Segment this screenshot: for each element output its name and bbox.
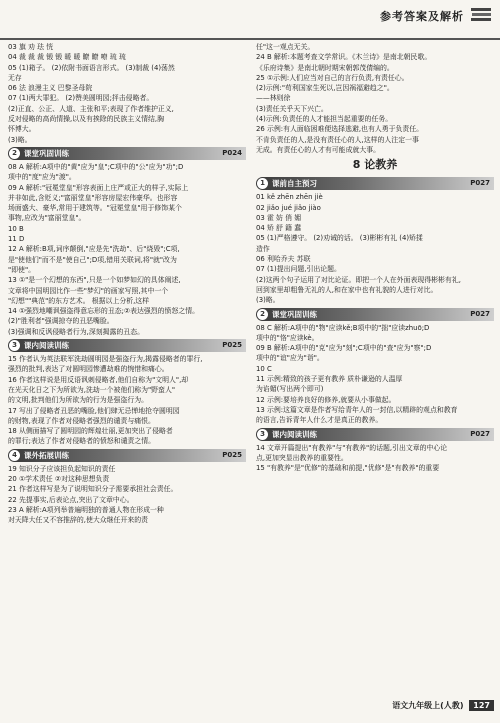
answer-line: 并非如此,含贬义;"富丽堂皇"形容房屋宏伟豪华。也形容 — [8, 193, 178, 202]
answer-line: (4)示例:负责任的人才能担当起重要的任务。 — [256, 115, 393, 124]
page-header-title: 参考答案及解析 — [380, 10, 464, 23]
answer-line: 项中的"度"应为"渡"。 — [8, 173, 76, 182]
answer-block-top-left — [8, 42, 246, 145]
answer-line: 文章将中国明园比作一些"梦幻"的画家写照,其中一个 — [8, 286, 169, 295]
answer-line: 06 法 浪漫主义 巴黎圣母院 — [8, 84, 93, 93]
section-band-classroom-consolidation-2: 2 课堂巩固训练 P027 — [256, 308, 494, 321]
answer-line: 13 示例:这篇文章是作者写给青年人的一封信,以精辟的观点和教育 — [256, 405, 458, 414]
answer-line: 12 示例:要培养良好的修养,就要从小事做起。 — [256, 395, 396, 404]
answer-line: 13 ①"是一个幻想的东西",只是一个如梦如幻的具体阐述, — [8, 276, 181, 285]
answer-line: 强烈的批判,表达了对圆明园惨遭劫难的惋惜和痛心。 — [8, 365, 169, 374]
answer-line: 点,更加突显出教养的重要性。 — [256, 453, 348, 462]
answer-line: 21 作者这样写是为了说明知识分子需要承担社会责任。 — [8, 485, 178, 494]
answer-line: 05 (1)严格遵守。 (2)劝诫的话。 (3)彬彬有礼 (4)矫揉 — [256, 234, 423, 243]
answer-line: (3)强调和反讽侵略者行为,深刻揭露的丑态。 — [8, 327, 144, 336]
section-marker-icon: 1 — [257, 178, 268, 189]
answer-line: 04 矫 舒 籍 蠢 — [256, 224, 302, 233]
section-marker-icon: 3 — [9, 340, 20, 351]
answer-line: "即使"。 — [8, 265, 36, 274]
answer-block-top-right — [256, 42, 494, 155]
answer-line: 08 A 解析:A项中的"黄"应为"皇";C项中的"公"应为"功";D — [8, 162, 184, 171]
answer-line: 06 利哈乔夫 苏联 — [256, 255, 311, 264]
footer-subject: 语文九年级上(人教) — [392, 701, 464, 710]
answer-line: 15 作者认为英法联军洗劫圆明园是强盗行为,揭露侵略者的罪行, — [8, 355, 203, 364]
section-band-in-class-reading-2: 3 课内阅读训练 P027 — [256, 428, 494, 441]
section-band-in-class-reading: 3 课内阅读训练 P025 — [8, 339, 246, 352]
answer-line: 02 jiǎo jué jiǎo jiào — [256, 203, 321, 212]
answer-line: 03 霍 妨 俏 媚 — [256, 213, 302, 222]
section-marker-icon: 3 — [257, 429, 268, 440]
answer-line: 09 B 解析:A项中的"克"应为"刻";C项中的"查"应为"察";D — [256, 344, 432, 353]
answer-line: 05 (1)箱子。 (2)依附书面语言形式。 (3)制裁 (4)荡然 — [8, 63, 175, 72]
answer-line: 01 kě zhēn zhēn jiè — [256, 193, 323, 202]
answer-line: 回到家里却粗鲁无礼的人,和在家中也有礼貌的人进行对比。 — [256, 285, 438, 294]
answer-line: 14 ①强烈地嘲讽强盗得意忘形的丑态;②表达强烈的愤怒之情。 — [8, 307, 200, 316]
answer-line: 任"这一观点无关。 — [256, 43, 315, 51]
answer-line: 11 示例:精致的孩子更有教养 质朴谦逊的人温厚 — [256, 375, 403, 384]
answer-line: 无存 — [8, 73, 22, 82]
answer-line: 26 示例:有人面临困难便选择逃避,也有人勇于负责任。 — [256, 125, 424, 134]
answer-line: 项中的"恪"应读kè。 — [256, 333, 319, 342]
answer-line: ——林则徐 — [256, 94, 291, 103]
answer-line: 的语言,告诉青年人什么才是真正的教养。 — [256, 416, 383, 425]
answer-block-low-right — [256, 323, 494, 426]
answer-line: 07 (1)提出问题,引出论题。 — [256, 265, 341, 274]
answer-line: 14 文章开篇提出"有教养"与"有教养"的话题,引出文章的中心论 — [256, 443, 448, 452]
answer-line: 是"使他们"而不是"使自己";D项,错用关联词,将"就"改为 — [8, 255, 177, 264]
right-column — [256, 42, 494, 473]
answer-line: "幻想""典范"的东方艺术。 根据以上分析,这样 — [8, 296, 150, 305]
answer-line: (2)"胜利者"强调掠夺的丑恶嘴脸。 — [8, 317, 114, 326]
answer-line: (2)这两个句子运用了对比论证。即把一个人在外面表现得彬彬有礼, — [256, 275, 461, 284]
answer-line: 03 旗 劝 珐 恍 — [8, 43, 54, 51]
page-footer — [256, 700, 494, 718]
page-header — [0, 0, 500, 40]
lesson-heading: 8 论教养 — [352, 158, 398, 172]
answer-line: 10 B — [8, 224, 24, 233]
answer-line: 18 从侧面描写了圆明园的辉煌壮丽,更加突出了侵略者 — [8, 427, 173, 436]
book-stack-icon — [470, 6, 492, 24]
answer-block-mid-left — [8, 162, 246, 337]
answer-line: 无成。有责任心的人才有可能成就大事。 — [256, 145, 381, 154]
answer-line: 20 ①学术责任 ②对这种思想负责 — [8, 474, 110, 483]
answer-line: 反对侵略的高尚情操,以及有挨除的民族主义情结,胸 — [8, 115, 164, 124]
answer-line: 17 写出了侵略者丑恶的嘴脸,他们肆无忌惮地抢夺圆明园 — [8, 406, 180, 415]
answer-line: (3)略。 — [8, 135, 32, 144]
answer-line: 造作 — [256, 244, 270, 253]
answer-line: 11 D — [8, 235, 25, 244]
answer-line: 10 C — [256, 364, 272, 373]
answer-line: 23 A 解析:A项列举普遍明独的普通人物在形成一种 — [8, 505, 164, 514]
answer-line: 场面盛大、豪华,常用于建筑等。"冠冕堂皇"用于修饰某个 — [8, 204, 182, 213]
answer-line: 09 A 解析:"冠冕堂皇"形容表面上庄严或正大的样子,实际上 — [8, 183, 189, 192]
answer-line: 的罪行;表达了作者对侵略者的愤怒和谴责之情。 — [8, 437, 156, 446]
left-column — [8, 42, 246, 525]
page-number: 127 — [469, 700, 494, 711]
answer-line: 项中的"谊"应为"诣"。 — [256, 354, 324, 363]
answer-line: (3)责任关乎天下兴亡。 — [256, 104, 328, 113]
section-band-extracurricular: 4 课外拓展训练 P025 — [8, 449, 246, 462]
section-marker-icon: 2 — [257, 309, 268, 320]
answer-line: 15 "有教养"是"优修"的基础和前提,"优修"是"有教养"的重要 — [256, 464, 440, 473]
answer-line: 对天降大任又不容推辞的,使大众继任开来的责 — [8, 516, 149, 525]
answer-line: (2)正直、公正、人道、主张和平;表现了作者维护正义, — [8, 104, 174, 113]
answer-line: 事物,应改为"富丽堂皇"。 — [8, 214, 86, 223]
answer-line: 08 C 解析:A项中的"物"应读kě;B项中的"拙"应读zhuō;D — [256, 323, 430, 332]
answer-line: 怀博大。 — [8, 125, 36, 134]
answer-line: 的文明,批判他们为所欲为的行为是强盗行为。 — [8, 396, 149, 405]
answer-line: (3)略。 — [256, 296, 280, 305]
answer-block-low-left — [8, 354, 246, 447]
answer-line: 19 知识分子应该担负起知识的责任 — [8, 464, 116, 473]
section-band-classroom-consolidation: 2 课堂巩固训练 P024 — [8, 147, 246, 160]
answer-line: 为谄媚(写出两个即可) — [256, 385, 324, 394]
answer-line: 24 B 解析:本题考查文学常识。《木兰诗》是南北朝民歌。 — [256, 53, 432, 62]
answer-block-bottom-left — [8, 464, 246, 526]
answer-block-mid-right — [256, 192, 494, 305]
section-marker-icon: 4 — [9, 450, 20, 461]
answer-line: 的财物,表现了作者对侵略者强烈的谴责与痛恨。 — [8, 416, 155, 425]
answer-line: (2)示例:"苟利国家生死以,岂因祸福避趋之"。 — [256, 84, 394, 93]
answer-line: 04 裁 裁 裁 锻 锻 暖 暖 瞭 瞭 嘹 琉 琉 — [8, 53, 126, 62]
answer-line: 在光天化日之下为所欲为,洗劫一个被他们称为"野蛮人" — [8, 385, 176, 394]
answer-line: 《乐府诗集》是南北朝时期宋朝郭茂倩编的。 — [256, 63, 394, 72]
answer-line: 不肯负责任的人,是没有责任心的人,这样的人注定一事 — [256, 135, 419, 144]
answer-block-bottom-right — [256, 443, 494, 474]
answer-line: 12 A 解析:B项,词序颠倒,"应是先"洗劫"、后"烧毁";C项, — [8, 245, 180, 254]
section-band-preview: 1 课前自主预习 P027 — [256, 177, 494, 190]
answer-line: 07 (1)两大罪犯。 (2)赞美圆明园;抨击侵略者。 — [8, 94, 154, 103]
answer-line: 25 ①示例:人们应当对自己的言行负责,有责任心。 — [256, 73, 409, 82]
answer-line: 16 作者这样说是用反语讽刺侵略者,他们自称为"文明人",却 — [8, 375, 189, 384]
answer-line: 22 先提事实,后表论点,突出了文章中心。 — [8, 495, 134, 504]
section-marker-icon: 2 — [9, 148, 20, 159]
